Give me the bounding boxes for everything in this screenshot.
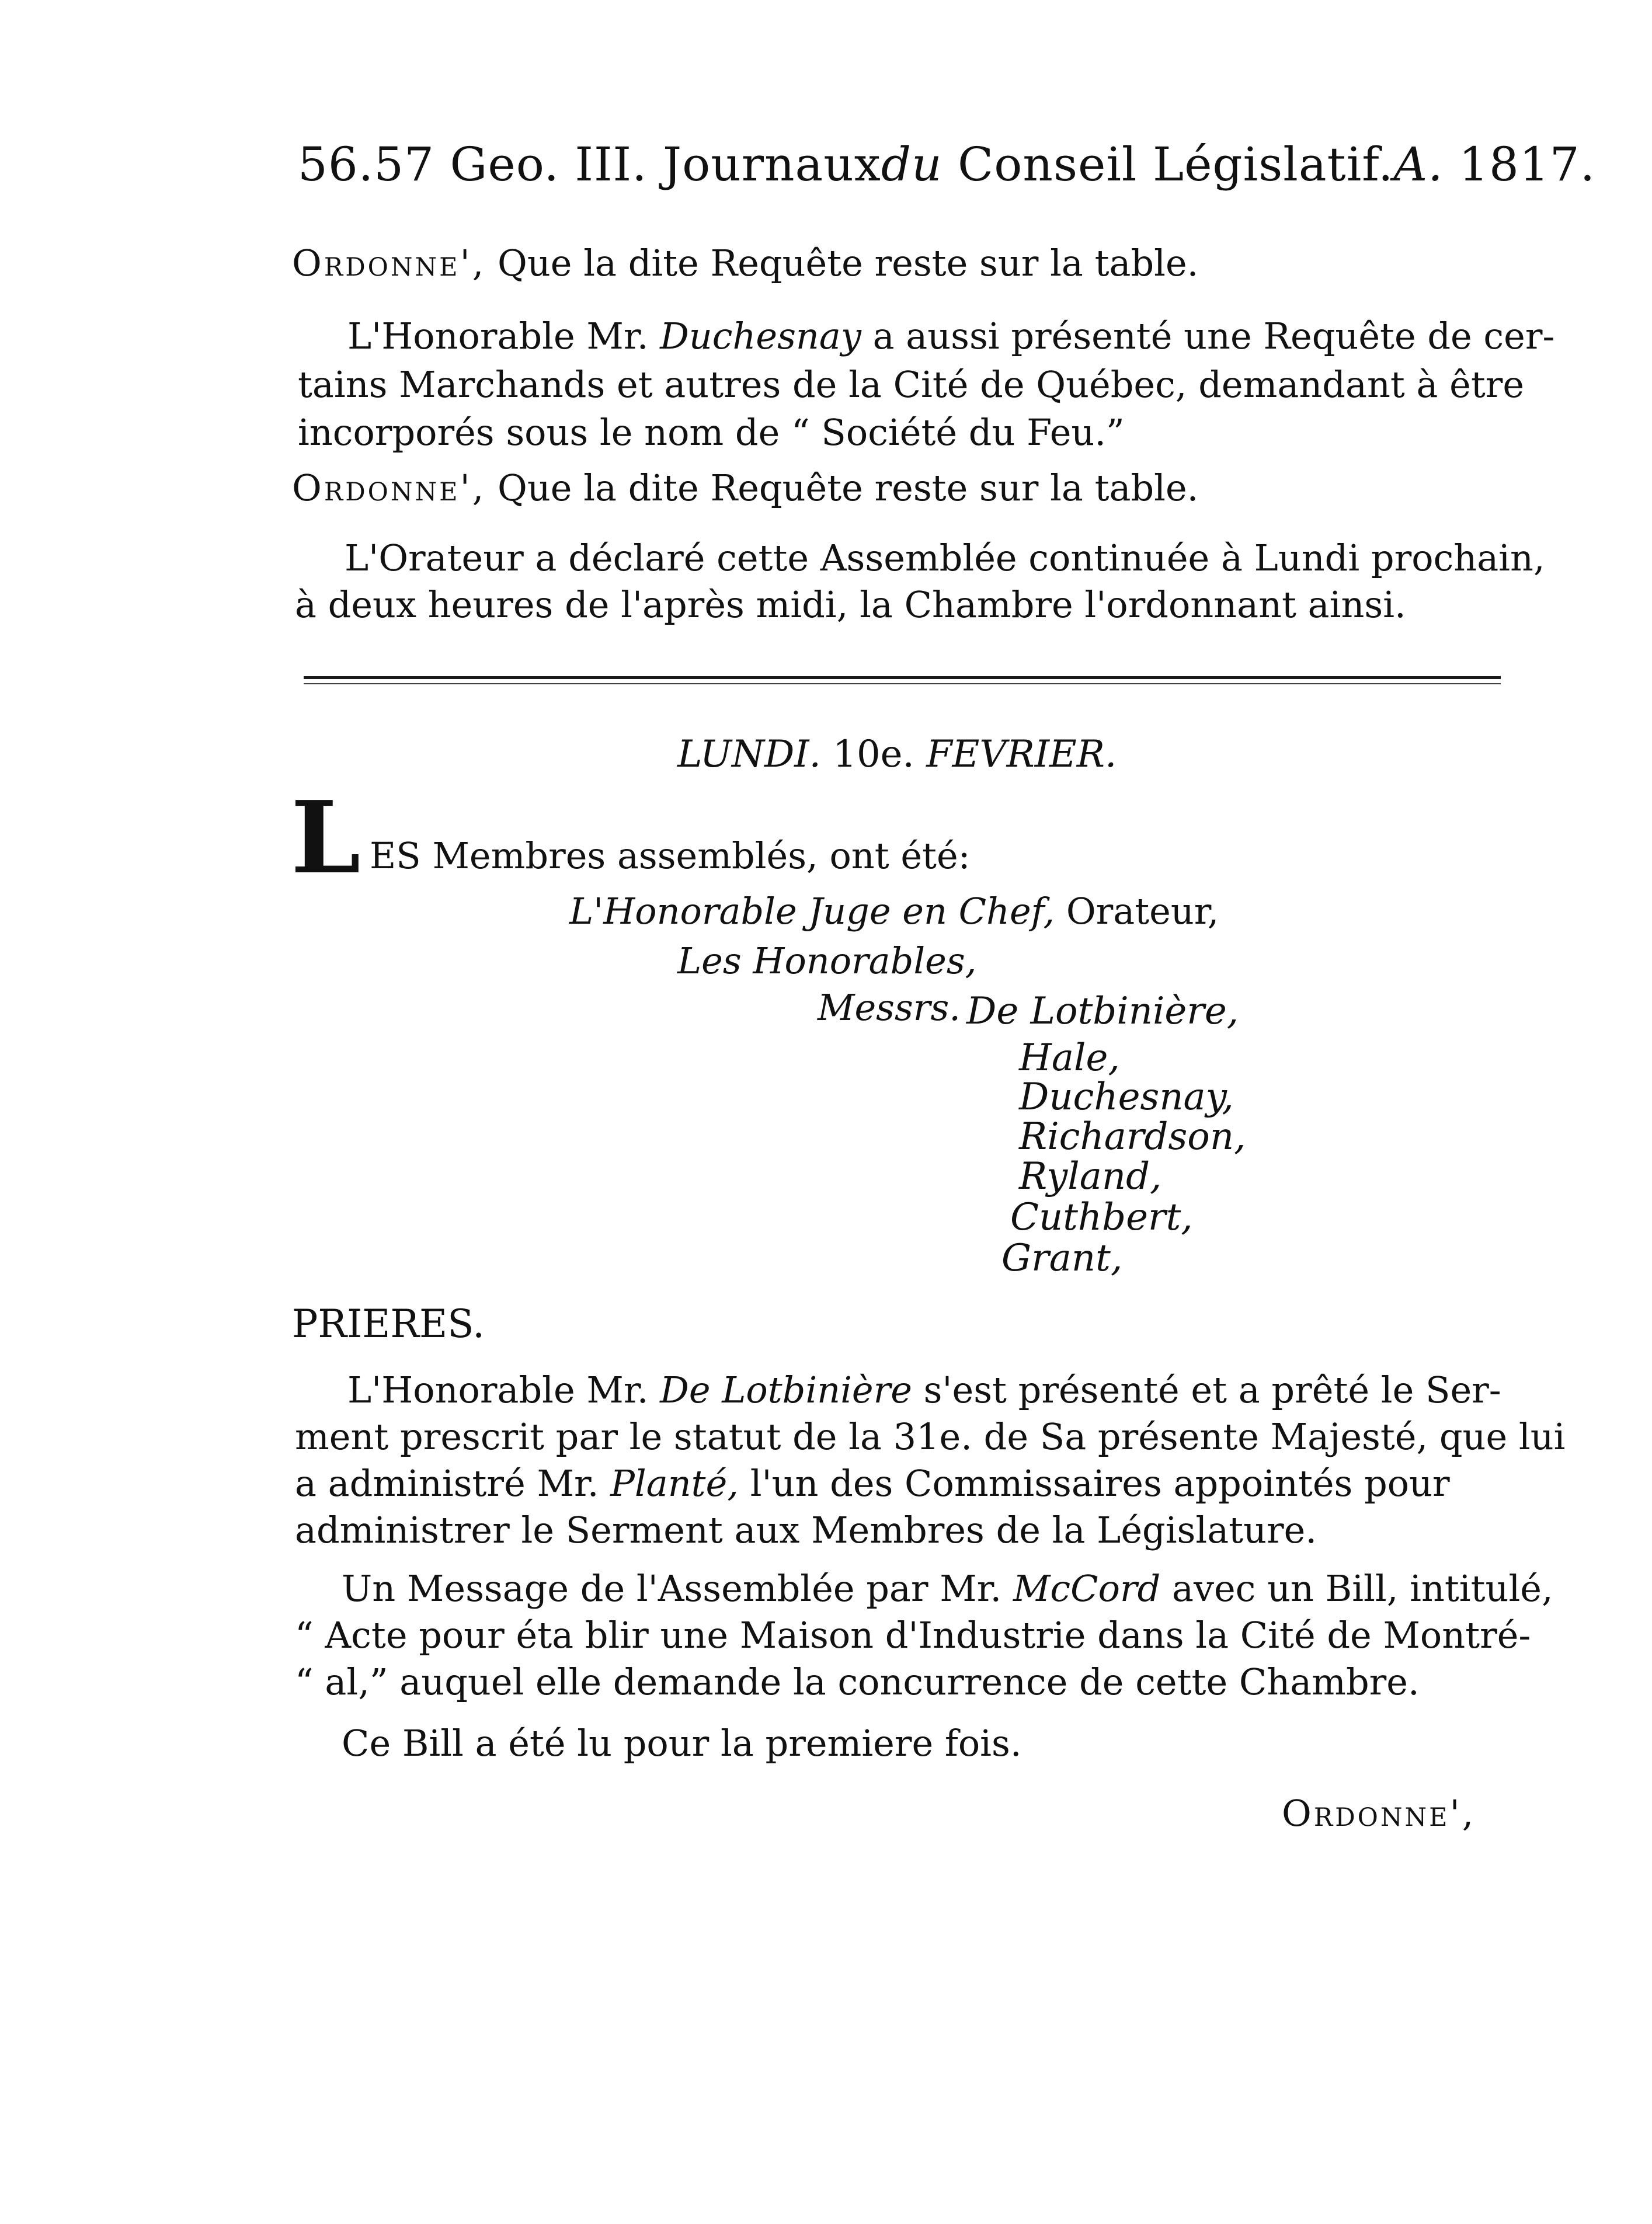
year: 1817. xyxy=(1459,137,1596,192)
date-heading xyxy=(677,733,1117,776)
paragraph-text: Que la dite Requête reste sur la table. xyxy=(498,467,1199,509)
member-name: Hale, xyxy=(1019,1036,1120,1080)
paragraph-orateur-line-2: à deux heures de l'après midi, la Chambre l'ordonnant ainsi. xyxy=(295,583,1406,626)
person-name: Duchesnay xyxy=(660,315,861,357)
paragraph-ordonne-1 xyxy=(292,242,1199,284)
reign: Geo. III. xyxy=(450,137,648,192)
person-name: McCord xyxy=(1013,1567,1161,1610)
paragraph-message-line-2: “ Acte pour éta blir une Maison d'Industrie dans la Cité de Montré- xyxy=(295,1614,1531,1656)
member-name: Ryland, xyxy=(1019,1155,1162,1198)
paragraph-ordonne-2 xyxy=(292,467,1199,509)
catchword: Ordonne', xyxy=(1282,1792,1476,1835)
paragraph-message-line-3: “ al,” auquel elle demande la concurrence de cette Chambre. xyxy=(295,1661,1420,1703)
attendance-intro: ES Membres assemblés, ont été: xyxy=(370,834,971,877)
text: Un Message de l'Assemblée par Mr. xyxy=(342,1567,1002,1610)
anno-abbrev: A. xyxy=(1393,137,1444,192)
paragraph-lotbiniere-line-3 xyxy=(295,1462,1450,1505)
journal-title-du: du xyxy=(881,137,942,192)
paragraph-orateur-line-1: L'Orateur a déclaré cette Assemblée continuée à Lundi prochain, xyxy=(345,537,1545,579)
member-name: Grant, xyxy=(1001,1237,1123,1280)
member-name: De Lotbinière, xyxy=(966,990,1239,1033)
member-name: Duchesnay, xyxy=(1019,1076,1234,1119)
member-name: Cuthbert, xyxy=(1010,1196,1193,1239)
paragraph-duchesnay-line-3: incorporés sous le nom de “ Société du Feu.” xyxy=(298,411,1125,454)
text: s'est présenté et a prêté le Ser- xyxy=(923,1369,1501,1411)
ordonne-label: Ordonne', xyxy=(292,467,486,509)
member-name: Richardson, xyxy=(1019,1115,1246,1158)
day: LUNDI. xyxy=(677,733,821,776)
paragraph-message-line-1 xyxy=(342,1567,1553,1610)
paragraph-lotbiniere-line-2: ment prescrit par le statut de la 31e. de Sa présente Majesté, que lui xyxy=(295,1415,1566,1458)
text: l'un des Commissaires appointés pour xyxy=(750,1462,1450,1505)
text: L'Honorable Mr. xyxy=(347,1369,649,1411)
paragraph-text: Que la dite Requête reste sur la table. xyxy=(498,242,1199,284)
journal-title-post: Conseil Législatif. xyxy=(958,137,1394,192)
day-number: 10e. xyxy=(833,733,914,776)
speaker-role: Orateur, xyxy=(1066,890,1219,932)
person-name: De Lotbinière xyxy=(660,1369,912,1411)
session-number: 56.57 xyxy=(298,137,435,192)
person-name: Planté, xyxy=(610,1462,739,1505)
attendance-honorables: Les Honorables, xyxy=(677,939,977,982)
attendance-speaker xyxy=(569,890,1219,932)
paragraph-lotbiniere-line-4: administrer le Serment aux Membres de la Législature. xyxy=(295,1509,1317,1551)
text: a administré Mr. xyxy=(295,1462,599,1505)
drop-cap: L xyxy=(291,779,361,896)
attendance-messrs: Messrs. xyxy=(818,986,961,1029)
ordonne-label: Ordonne', xyxy=(292,242,486,284)
section-divider xyxy=(304,676,1501,679)
text: a aussi présenté une Requête de cer- xyxy=(872,315,1555,357)
journal-title-pre: Journaux xyxy=(663,137,881,192)
text: avec un Bill, intitulé, xyxy=(1171,1567,1553,1610)
text: L'Honorable Mr. xyxy=(347,315,649,357)
prieres-heading: PRIERES. xyxy=(292,1301,485,1346)
section-divider-thin xyxy=(304,683,1501,684)
running-header xyxy=(298,137,1595,192)
paragraph-lotbiniere-line-1 xyxy=(347,1369,1501,1411)
speaker-title: L'Honorable Juge en Chef, xyxy=(569,890,1055,932)
month: FEVRIER. xyxy=(926,733,1117,776)
paragraph-duchesnay-line-2: tains Marchands et autres de la Cité de Québec, demandant à être xyxy=(298,363,1525,406)
paragraph-duchesnay-line-1 xyxy=(347,315,1555,357)
paragraph-first-reading: Ce Bill a été lu pour la premiere fois. xyxy=(342,1722,1022,1764)
